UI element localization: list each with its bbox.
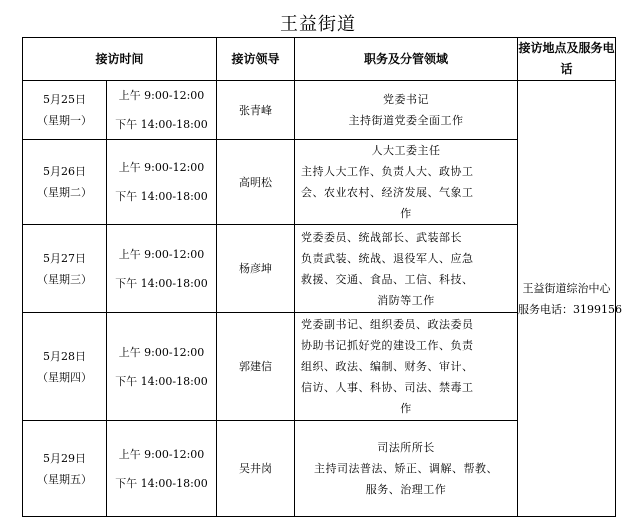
duty-line: 信访、人事、科协、司法、禁毒工 — [301, 381, 474, 394]
afternoon-slot: 下午 14:00-18:00 — [115, 118, 208, 131]
duty-cell — [295, 81, 518, 140]
duty-cell — [295, 421, 518, 517]
time-cell — [107, 140, 217, 225]
duty-line: 党委副书记、组织委员、政法委员 — [301, 318, 474, 331]
header-duty: 职务及分管领域 — [295, 38, 518, 81]
duty-cell — [295, 313, 518, 421]
duty-line: 组织、政法、编制、财务、审计、 — [301, 360, 474, 373]
time-cell — [107, 313, 217, 421]
date-cell — [23, 225, 107, 313]
date-text: 5月25日 — [43, 93, 86, 106]
header-place: 接访地点及服务电话 — [518, 38, 616, 81]
date-cell — [23, 81, 107, 140]
place-cell — [518, 81, 623, 517]
duty-line: 党委书记 — [383, 93, 430, 106]
leader-cell: 高明松 — [217, 140, 295, 225]
duty-line: 协助书记抓好党的建设工作、负责 — [301, 339, 474, 352]
date-cell — [23, 140, 107, 225]
afternoon-slot: 下午 14:00-18:00 — [115, 476, 208, 490]
morning-slot: 上午 9:00-12:00 — [118, 247, 205, 261]
morning-slot: 上午 9:00-12:00 — [118, 89, 205, 102]
page-title: 王益街道 — [280, 14, 356, 35]
time-cell — [107, 81, 217, 140]
duty-line: 救援、交通、食品、工信、科技、 — [301, 272, 474, 286]
duty-line: 党委委员、统战部长、武装部长 — [301, 230, 463, 244]
date-text: 5月29日 — [43, 451, 86, 465]
duty-line: 主持街道党委全面工作 — [348, 114, 464, 127]
duty-line: 消防等工作 — [377, 293, 435, 307]
table-row — [23, 81, 616, 140]
duty-line: 作 — [400, 207, 412, 220]
duty-line: 人大工委主任 — [371, 144, 441, 157]
duty-line: 司法所所长 — [377, 441, 435, 454]
morning-slot: 上午 9:00-12:00 — [118, 345, 205, 359]
place-name: 王益街道综治中心 — [522, 281, 611, 295]
duty-line: 作 — [400, 402, 412, 415]
duty-line: 服务、治理工作 — [365, 483, 447, 496]
date-cell — [23, 421, 107, 517]
duty-cell — [295, 140, 518, 225]
date-text: 5月27日 — [43, 251, 86, 265]
leader-cell: 杨彦坤 — [217, 225, 295, 313]
header-leader: 接访领导 — [217, 38, 295, 81]
header-time: 接访时间 — [23, 38, 217, 81]
weekday-text: （星期四） — [37, 370, 92, 384]
time-cell — [107, 421, 217, 517]
leader-cell: 郭建信 — [217, 313, 295, 421]
duty-line: 会、农业农村、经济发展、气象工 — [301, 186, 474, 199]
afternoon-slot: 下午 14:00-18:00 — [115, 276, 208, 290]
schedule-table — [22, 37, 623, 517]
date-text: 5月26日 — [43, 165, 86, 178]
weekday-text: （星期五） — [37, 472, 92, 486]
afternoon-slot: 下午 14:00-18:00 — [115, 190, 208, 203]
afternoon-slot: 下午 14:00-18:00 — [115, 374, 208, 388]
weekday-text: （星期一） — [37, 114, 92, 127]
date-cell — [23, 313, 107, 421]
weekday-text: （星期二） — [37, 186, 92, 199]
duty-line: 主持司法普法、矫正、调解、帮教、 — [314, 462, 499, 475]
duty-line: 负责武装、统战、退役军人、应急 — [301, 251, 474, 265]
table-header-row — [23, 38, 616, 81]
morning-slot: 上午 9:00-12:00 — [118, 447, 205, 461]
duty-cell — [295, 225, 518, 313]
place-phone: 服务电话：3199156 — [518, 302, 623, 316]
leader-cell: 吴井岗 — [217, 421, 295, 517]
time-cell — [107, 225, 217, 313]
date-text: 5月28日 — [43, 349, 86, 363]
morning-slot: 上午 9:00-12:00 — [118, 161, 205, 174]
leader-cell: 张青峰 — [217, 81, 295, 140]
weekday-text: （星期三） — [37, 272, 92, 286]
duty-line: 主持人大工作、负责人大、政协工 — [301, 165, 474, 178]
